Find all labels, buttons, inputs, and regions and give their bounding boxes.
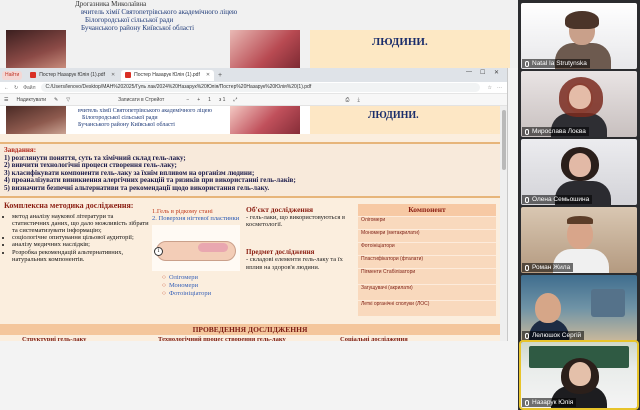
participants-panel: [518, 0, 640, 410]
poster-page: [0, 106, 500, 341]
method-item: • метод аналізу наукової літератури та статистичних даних, що дало можливість зібрати та систематизувати інформацію;: [12, 213, 149, 235]
tasks-heading: Завдання:: [4, 146, 37, 154]
participant-name: Назарук Юлія: [522, 398, 576, 407]
subheading: Технологічний процес створення гель-лаку: [158, 336, 286, 341]
zoom-in-icon[interactable]: +: [197, 96, 201, 103]
author-info-fragment: [75, 0, 240, 68]
poster-author-text: [78, 108, 212, 129]
pdf-icon: [30, 72, 36, 78]
object-heading: Об'єкт дослідження: [246, 205, 314, 214]
fit-page-icon[interactable]: ⤢: [233, 96, 238, 103]
participant-tile-active-speaker[interactable]: [521, 342, 637, 408]
browser-window: [0, 68, 508, 341]
research-banner: ПРОВЕДЕННЯ ДОСЛІДЖЕННЯ: [0, 324, 500, 335]
gel-label-1: 1.Гель в рідкому стані: [152, 208, 213, 215]
draw-icon[interactable]: ✎: [54, 96, 59, 103]
participant-tile[interactable]: [521, 3, 637, 69]
tab-bar: [0, 68, 507, 82]
poster-title-fragment: [310, 30, 510, 68]
author-line: вчитель хімії Святопетрівського академічного ліцею: [81, 8, 238, 16]
shared-poster-top-fragment: [0, 0, 518, 68]
scrollbar-thumb[interactable]: [502, 110, 506, 170]
mic-icon: [525, 265, 529, 271]
poster-author-block: [0, 106, 310, 134]
new-tab-button[interactable]: +: [218, 71, 223, 79]
refresh-icon[interactable]: ↻: [14, 84, 19, 91]
gel-component-item: ○ Фотоініціатори: [162, 290, 212, 297]
poster-title-fragment: [310, 106, 500, 134]
subject-text: - складові елементи гель-лаку та їх вплив на здоров'я людини.: [246, 256, 343, 271]
nail-illustration: [152, 225, 240, 271]
task-item: 1) розглянути поняття, суть та хімічний склад гель-лаку;: [4, 153, 186, 162]
mic-icon: [525, 129, 529, 135]
author-line: Бучанського району Київської області: [78, 122, 175, 128]
participant-name: Natal Ia Strutynska: [522, 59, 590, 68]
participant-tile[interactable]: [521, 139, 637, 205]
method-item: • соціологічне опитування цільової аудиторії;: [12, 234, 149, 241]
address-bar: [0, 82, 507, 94]
save-note-button[interactable]: Записати в Стрейот: [118, 96, 165, 103]
participant-name: Мирослава Лоєва: [522, 127, 589, 136]
author-photo: [6, 106, 66, 134]
participant-name: Роман Жила: [522, 263, 573, 272]
task-item: 2) вивчити технологічні процеси створення гель-лаку;: [4, 161, 177, 169]
author-line: Білогородської сільської ради: [82, 115, 158, 121]
methods-column: [4, 202, 149, 322]
author-line: Білогородської сільської ради: [85, 16, 174, 24]
participant-tile[interactable]: [521, 71, 637, 137]
file-label: Файл: [23, 84, 36, 91]
tab-poster-2[interactable]: [121, 70, 214, 81]
mic-icon: [525, 61, 529, 67]
participant-name: Олена Семьошина: [522, 195, 592, 204]
component-row: Мономери (метакрилати): [358, 229, 496, 242]
component-table: [358, 204, 496, 316]
component-row: Леткі органічні сполуки (ЛОС): [358, 300, 496, 315]
task-item: 3) класифікувати компоненти гель-лаку за їхнім впливом на організм людини;: [4, 168, 255, 177]
zoom-out-icon[interactable]: −: [186, 96, 190, 103]
author-line: Бучанського району Київської області: [81, 24, 195, 32]
participant-name: Лелюшок Сергій: [522, 331, 584, 340]
author-photo-fragment: [6, 30, 66, 68]
component-row: Загущувачі (акрилати): [358, 284, 496, 300]
nail-plate-shape: [198, 243, 228, 252]
task-item: 4) проаналізувати виникнення алергічних реакцій та ризиків при використанні гель-лаків;: [4, 176, 296, 184]
close-icon[interactable]: ✕: [205, 72, 211, 78]
tab-label: Постер Назарук Юлія (1).pdf: [39, 72, 105, 78]
subheading: Соціальні дослідження: [340, 336, 408, 341]
gel-component-item: ○ Мономери: [162, 282, 199, 289]
page-total: з 1: [218, 96, 226, 103]
star-icon[interactable]: ☆: [487, 84, 492, 91]
author-line: Дрогазника Миколаївна: [75, 0, 147, 8]
url-input[interactable]: C:/Users/lenovo/Desktop/МАН%202025/Гуль лак/2024%20Назарук%20Юлія/Постер%20Назарук%20Юлія%20(1).pdf: [41, 83, 480, 92]
author-line: вчитель хімії Святопетрівського академічного ліцею: [78, 108, 212, 114]
menu-icon[interactable]: ⋯: [497, 84, 502, 91]
object-subject-column: [246, 206, 354, 318]
vessel-illustration: [230, 30, 300, 68]
minimize-icon[interactable]: —: [466, 69, 472, 75]
tab-label: Постер Назарук Юлія (1).pdf: [134, 72, 200, 78]
print-icon[interactable]: ⎙: [345, 96, 350, 103]
mic-icon: [525, 197, 529, 203]
marker-circle-icon: 1: [154, 247, 163, 256]
methods-heading: Комплексна методика дослідження:: [4, 201, 134, 210]
close-window-icon[interactable]: ✕: [494, 70, 500, 76]
mic-icon: [525, 400, 529, 406]
back-icon[interactable]: ←: [4, 84, 9, 91]
save-icon[interactable]: ⤓: [357, 96, 360, 103]
component-row: Олігомери: [358, 216, 496, 229]
list-icon[interactable]: ☰: [4, 96, 9, 103]
read-aloud-button[interactable]: Надиктувати: [16, 96, 47, 103]
methods-list: [4, 213, 149, 263]
pdf-scrollbar[interactable]: [500, 106, 508, 341]
subheading: Структурні гель-лаку: [22, 336, 87, 341]
poster-title-word: ЛЮДИНИ.: [368, 110, 419, 121]
method-item: • Розробка рекомендацій альтернативних, натуральних компонентів.: [12, 249, 149, 263]
method-item: • аналізу медичних наслідків;: [12, 241, 149, 248]
component-row: Фотоініціатори: [358, 242, 496, 255]
object-text: - гель-лаки, що використовуються в косметології.: [246, 213, 346, 228]
component-heading: Компонент: [358, 204, 496, 216]
shared-screen-bottom: [0, 341, 518, 410]
close-icon[interactable]: ✕: [110, 72, 116, 78]
pdf-icon: [125, 72, 131, 78]
gel-component-item: ○ Олігомери: [162, 274, 199, 281]
component-row: Пігменти Стабілізатори: [358, 268, 496, 284]
gel-components-list: [152, 274, 244, 298]
mic-icon: [525, 333, 529, 339]
vessel-illustration: [230, 106, 300, 134]
participant-tile[interactable]: [521, 207, 637, 273]
participant-tile[interactable]: [521, 275, 637, 341]
gel-diagram-column: [152, 208, 244, 318]
tasks-section: [0, 142, 500, 198]
subject-heading: Предмет дослідження: [246, 247, 315, 256]
maximize-icon[interactable]: ☐: [480, 70, 486, 76]
pdf-toolbar: [0, 94, 507, 106]
highlight-icon[interactable]: ▽: [66, 96, 71, 103]
gel-label-2: 2. Поверхня нігтевої пластинки: [152, 215, 240, 222]
page-current[interactable]: 1: [208, 96, 211, 103]
poster-title-word: ЛЮДИНИ.: [372, 36, 428, 48]
find-pill-button[interactable]: Hайти: [2, 71, 22, 80]
task-item: 5) визначити безпечні альтернативи та рекомендації щодо використання гель-лаку.: [4, 183, 270, 192]
tab-poster-1[interactable]: [26, 70, 119, 81]
component-row: Пластифікатори (фталати): [358, 255, 496, 268]
tasks-list: [4, 155, 496, 193]
